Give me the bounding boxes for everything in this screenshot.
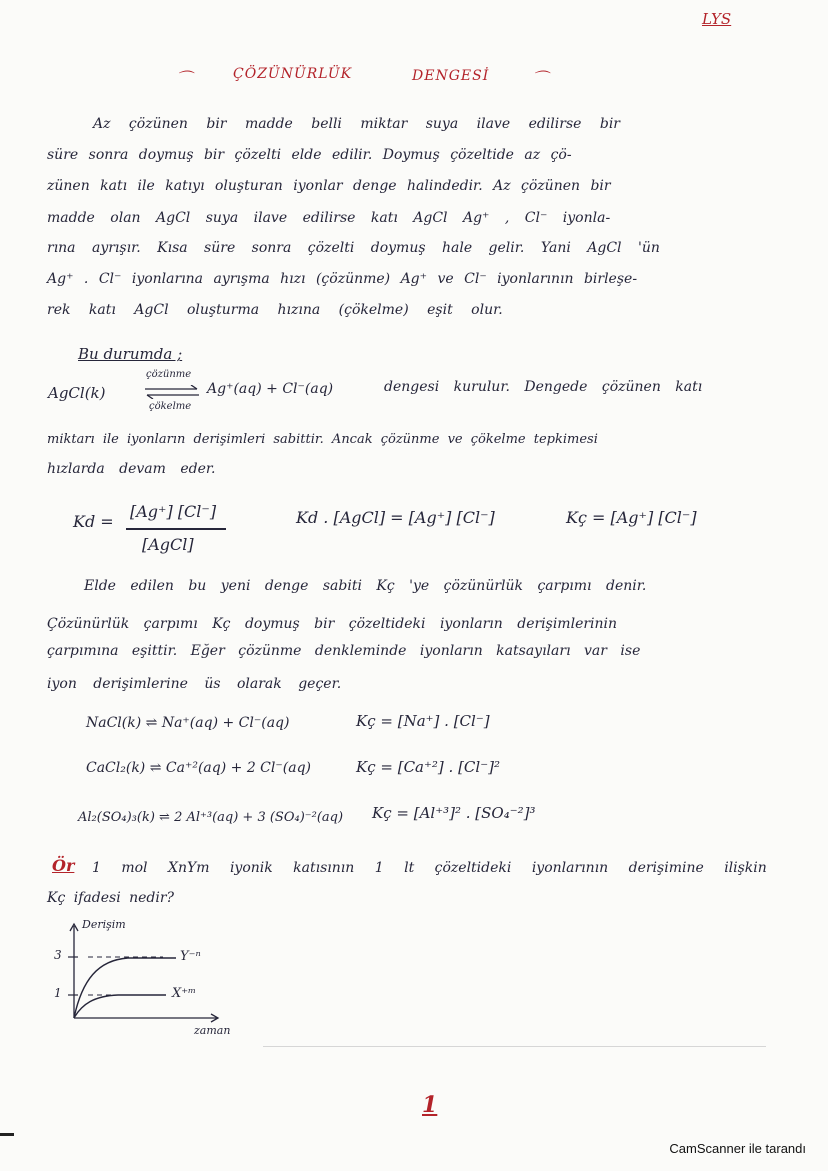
- example-reaction: CaCl₂(k) ⇌ Ca⁺²(aq) + 2 Cl⁻(aq): [86, 760, 311, 776]
- text-line: Elde edilen bu yeni denge sabiti Kç 'ye çözünürlük çarpımı denir.: [84, 578, 647, 594]
- text-line: miktarı ile iyonların derişimleri sabittir. Ancak çözünme ve çökelme tepkimesi: [47, 432, 598, 447]
- concentration-graph: [48, 918, 248, 1038]
- subheading: Bu durumda ;: [78, 345, 183, 363]
- text-line: rek katı AgCl oluşturma hızına (çökelme) eşit olur.: [47, 302, 503, 318]
- question-line-1: 1 mol XnYm iyonik katısının 1 lt çözeltideki iyonlarının derişimine ilişkin: [92, 860, 767, 876]
- eq-arrow-bottom: çökelme: [149, 401, 192, 412]
- text-line: Ag⁺ . Cl⁻ iyonlarına ayrışma hızı (çözünme) Ag⁺ ve Cl⁻ iyonlarının birleşe-: [47, 271, 638, 287]
- text-line: hızlarda devam eder.: [47, 461, 216, 477]
- equilibrium-arrow-icon: [143, 385, 201, 399]
- ksp-right: Kç = [Ag⁺] [Cl⁻]: [566, 508, 697, 527]
- kd-label: Kd =: [73, 512, 114, 531]
- page-number: 1: [422, 1092, 438, 1118]
- title-tilde-left: ⌒: [176, 69, 193, 88]
- text-line: süre sonra doymuş bir çözelti elde edilir. Doymuş çözeltide az çö-: [47, 147, 572, 163]
- page-divider: [263, 1046, 766, 1047]
- kd-denominator: [AgCl]: [142, 535, 194, 554]
- graph-tick-3: 3: [54, 948, 62, 962]
- graph-x-label: zaman: [194, 1024, 231, 1037]
- text-line: rına ayrışır. Kısa süre sonra çözelti doymuş hale gelir. Yani AgCl 'ün: [47, 240, 660, 256]
- example-ksp: Kç = [Al⁺³]² . [SO₄⁻²]³: [372, 804, 536, 822]
- title-tilde-right: ⌒: [532, 69, 549, 88]
- text-line: çarpımına eşittir. Eğer çözünme denkleminde iyonların katsayıları var ise: [47, 643, 641, 659]
- example-ksp: Kç = [Ca⁺²] . [Cl⁻]²: [356, 758, 500, 776]
- question-line-2: Kç ifadesi nedir?: [47, 890, 175, 906]
- example-reaction: Al₂(SO₄)₃(k) ⇌ 2 Al⁺³(aq) + 3 (SO₄)⁻²(aq): [78, 810, 344, 825]
- kd-numerator: [Ag⁺] [Cl⁻]: [130, 502, 217, 521]
- footer-bar: [0, 1133, 14, 1136]
- example-reaction: NaCl(k) ⇌ Na⁺(aq) + Cl⁻(aq): [86, 715, 290, 731]
- header-tag: LYS: [702, 10, 732, 28]
- graph-axes: [48, 918, 248, 1038]
- title-right: DENGESİ: [412, 68, 490, 84]
- title-left: ÇÖZÜNÜRLÜK: [233, 66, 353, 82]
- example-ksp: Kç = [Na⁺] . [Cl⁻]: [356, 712, 490, 730]
- eq-text: dengesi kurulur. Dengede çözünen katı: [384, 379, 703, 395]
- eq-right: Ag⁺(aq) + Cl⁻(aq): [207, 381, 334, 397]
- graph-y-label: Derişim: [82, 918, 126, 931]
- eq-left: AgCl(k): [48, 384, 106, 402]
- example-marker: Ör: [52, 856, 75, 875]
- text-line: madde olan AgCl suya ilave edilirse katı AgCl Ag⁺ , Cl⁻ iyonla-: [47, 210, 611, 226]
- text-line: iyon derişimlerine üs olarak geçer.: [47, 676, 342, 692]
- graph-tick-1: 1: [54, 986, 62, 1000]
- fraction-bar: [126, 528, 226, 530]
- text-line: zünen katı ile katıyı oluşturan iyonlar denge halindedir. Az çözünen bir: [47, 178, 611, 194]
- kd-middle: Kd . [AgCl] = [Ag⁺] [Cl⁻]: [296, 508, 495, 527]
- text-line: Çözünürlük çarpımı Kç doymuş bir çözeltideki iyonların derişimlerinin: [47, 616, 618, 632]
- graph-series-label: X⁺ᵐ: [172, 986, 197, 1001]
- scanner-footer: CamScanner ile tarandı: [669, 1141, 806, 1156]
- text-line: Az çözünen bir madde belli miktar suya ilave edilirse bir: [93, 116, 620, 132]
- graph-series-label: Y⁻ⁿ: [180, 949, 201, 964]
- eq-arrow-top: çözünme: [146, 369, 192, 380]
